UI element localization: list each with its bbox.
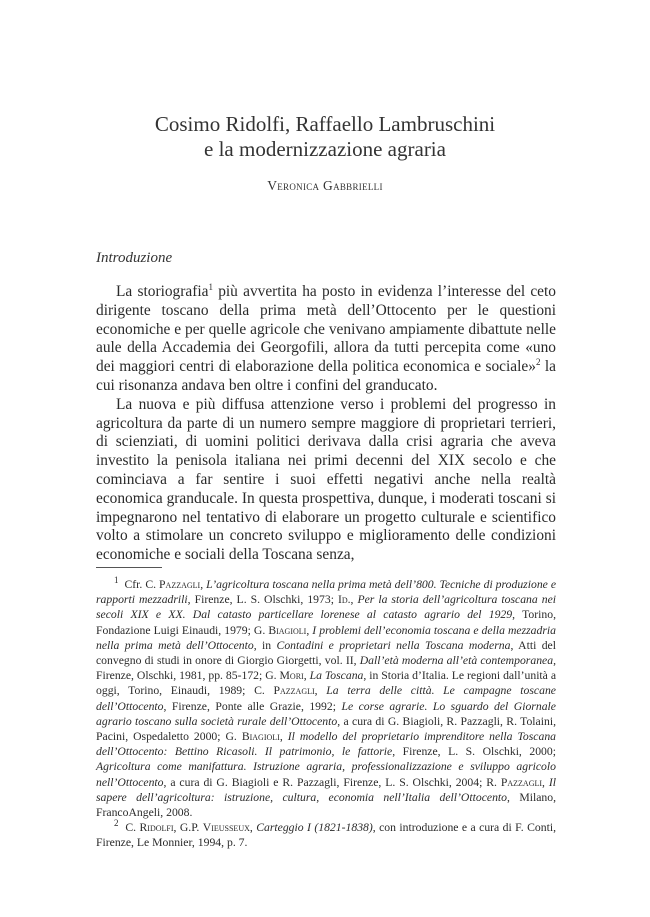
paragraph-1-text-c: la cui risonanza andava ben oltre i confini del granducato. [96,358,556,394]
body-text [96,283,556,565]
article-title [0,112,650,162]
paragraph-1-text-a: La storiografia [116,283,209,300]
fn-work-title: Il modello del proprietario imprenditore nella Toscana dell’Ottocento: Bettino Ricasoli. Il patrimonio, le fattorie [96,730,557,759]
fn-text: , [542,775,549,789]
fn-text: , [200,578,207,591]
paragraph-2: La nuova e più diffusa attenzione verso i problemi del progresso in agricoltura da parte di un numero sempre maggiore di proprietari terrieri, di scienziati, di uomini politici derivava dalla crisi agraria che aveva investito la penisola italiana nei primi decenni del XIX secolo e che cominciava a far sentire i suoi effetti negativi anche nella realtà economica granducale. In questa prospettiva, dunque, i moderati toscani si impegnarono nel tentativo di elaborare un progetto culturale e scientifico volto a stimolare un concreto sviluppo e miglioramento delle condizioni economiche e sociali della Toscana senza, [96,395,556,564]
fn-work-title: La terra delle città. Le campagne toscane dell’Ottocento [96,684,556,713]
fn-text: , Torino, Fondazione Luigi Einaudi, 1979; G. [96,608,556,637]
fn-work-title: Per la storia dell’agricoltura toscana nei secoli XIX e XX. Dal catasto particellare lorenese al catasto agrario del 1929 [96,593,557,622]
fn-work-title: I problemi dell’economia toscana e della mezzadria nella prima metà dell’Ottocento [96,623,557,652]
fn-author: Pazzagli [159,578,201,591]
title-line-2: e la modernizzazione agraria [204,137,446,161]
fn-author: Biagioli [268,623,307,637]
section-heading: Introduzione [96,250,173,266]
fn-text: , a cura di G. Biagioli, R. Pazzagli, R. Tolaini, Pacini, Ospedaletto 2000; G. [96,714,556,744]
fn-work-title: Agricoltura come manifattura. Istruzione agraria, professionalizzazione e sviluppo agricolo nell’Ottocento [96,760,556,789]
fn-work-title: Carteggio I (1821-1838) [256,821,373,835]
footnote-2-number: 2 [114,818,119,829]
footnote-ref-1: 1 [208,281,213,292]
title-line-1: Cosimo Ridolfi, Raffaello Lambruschini [154,112,496,136]
fn-text: , [314,684,327,698]
fn-text: , G.P. [173,821,203,835]
fn-text: , con introduzione e a cura di F. Conti, Firenze, Le Monnier, 1994, p. 7. [96,821,556,850]
paragraph-1 [96,283,556,396]
footnote-1-number: 1 [114,575,119,586]
author-name: Veronica Gabbrielli [267,178,383,193]
paragraph-1-text-b: più avvertita ha posto in evidenza l’interesse del ceto dirigente toscano della prima metà dell’Ottocento per le questioni economiche e per quelle agricole che venivano ampiamente dibattute nelle aule della Accademia dei Georgofili, allora da tutti percepita come «uno dei maggiori centri di elaborazione della politica economica e sociale» [96,283,556,376]
fn-author: Id. [337,593,351,607]
fn-text: , [306,623,313,637]
fn-text: Cfr. C. [124,578,160,591]
fn-work-title: Contadini e proprietari nella Toscana moderna [276,638,511,652]
fn-text: , [350,593,358,607]
fn-author: Ridolfi [139,821,174,835]
footnote-1 [96,577,556,820]
fn-text: , Firenze, L. S. Olschki, 1973; [187,593,338,607]
fn-text: , Milano, FrancoAngeli, 2008. [96,790,557,820]
fn-work-title: Dall’età moderna all’età contemporanea [359,654,554,668]
fn-text: , Atti del convegno di studi in onore di Giorgio Giorgetti, vol. II, [96,638,556,668]
footnote-2 [96,820,556,850]
fn-text: , in [253,638,277,652]
fn-text: C. [125,821,140,835]
footnote-ref-2: 2 [535,357,541,368]
fn-author: Biagioli [241,730,280,744]
fn-text: , Firenze, L. S. Olschki, 2000; [392,745,556,759]
fn-text: , [249,821,257,835]
fn-author: Vieusseux [202,821,250,835]
fn-text: , [303,669,310,683]
fn-text: , a cura di G. Biagioli e R. Pazzagli, Firenze, L. S. Olschki, 2004; R. [163,775,501,789]
fn-text: , [279,730,288,744]
fn-text: , in Storia d’Italia. Le regioni dall’unità a oggi, Torino, Einaudi, 1989; C. [96,669,557,698]
footnote-separator [96,567,162,568]
fn-text: , Firenze, Olschki, 1981, pp. 85-172; G. [96,654,556,683]
fn-work-title: Le corse agrarie. Lo sguardo del Giornale agrario toscano sulla società rurale dell’Ottocento [96,699,556,728]
fn-work-title: Il sapere dell’agricoltura: istruzione, cultura, economia nell’Italia dell’Ottocento [96,775,556,804]
fn-author: Pazzagli [273,684,315,698]
fn-work-title: La Toscana [309,669,364,683]
fn-text: , Firenze, Ponte alle Grazie, 1992; [163,699,342,713]
fn-author: Pazzagli [500,775,543,789]
fn-work-title: L’agricoltura toscana nella prima metà dell’800. Tecniche di produzione e rapporti mezzadrili [96,578,557,607]
fn-author: Mori [279,669,304,683]
footnotes [96,577,556,851]
